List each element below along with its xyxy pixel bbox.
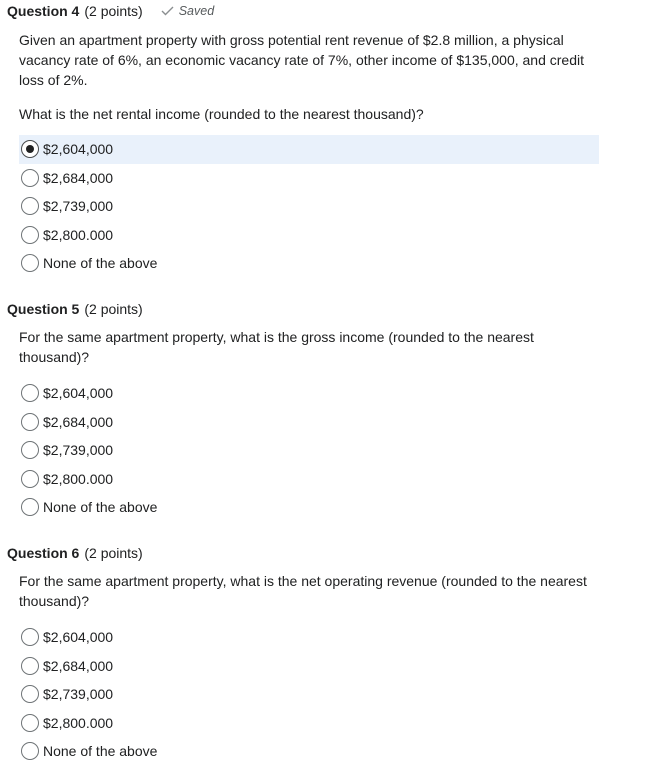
radio-button[interactable] [21, 226, 39, 244]
question-points: (2 points) [84, 545, 143, 561]
radio-button[interactable] [21, 742, 39, 760]
radio-button[interactable] [21, 254, 39, 272]
radio-button[interactable] [21, 197, 39, 215]
question-text-line: thousand)? [19, 593, 90, 609]
answer-options [19, 135, 599, 278]
question-text [19, 327, 599, 367]
answer-label: $2,684,000 [43, 413, 114, 430]
answer-label: $2,684,000 [43, 657, 114, 674]
answer-label: $2,604,000 [43, 629, 114, 646]
answer-options [19, 623, 599, 766]
answer-option[interactable] [19, 623, 599, 652]
answer-options [19, 379, 599, 522]
answer-option[interactable] [19, 493, 599, 522]
checkmark-icon [161, 6, 174, 16]
answer-label: $2,684,000 [43, 169, 114, 186]
answer-label: None of the above [43, 255, 158, 272]
answer-label: $2,739,000 [43, 198, 114, 215]
question-header [7, 299, 143, 319]
answer-option[interactable] [19, 164, 599, 193]
question-text-line: For the same apartment property, what is the net operating revenue (rounded to the nearest [19, 573, 587, 589]
answer-label: $2,739,000 [43, 442, 114, 459]
question-title: Question 6 [7, 545, 80, 561]
answer-label: $2,800.000 [43, 470, 114, 487]
answer-label: $2,739,000 [43, 686, 114, 703]
question-text-line: vacancy rate of 6%, an economic vacancy rate of 7%, other income of $135,000, and credit [19, 52, 584, 68]
question-title: Question 4 [7, 3, 80, 19]
answer-option[interactable] [19, 652, 599, 681]
answer-option[interactable] [19, 249, 599, 278]
answer-label: $2,604,000 [43, 385, 114, 402]
question-points: (2 points) [84, 3, 143, 19]
radio-button[interactable] [21, 714, 39, 732]
answer-label: $2,604,000 [43, 141, 114, 158]
question-text [19, 30, 599, 90]
radio-button[interactable] [21, 169, 39, 187]
radio-button[interactable] [21, 470, 39, 488]
question-text-line: Given an apartment property with gross potential rent revenue of $2.8 million, a physical [19, 32, 564, 48]
answer-label: $2,800.000 [43, 226, 114, 243]
question-text-line: thousand)? [19, 349, 90, 365]
answer-option[interactable] [19, 737, 599, 766]
answer-option[interactable] [19, 192, 599, 221]
answer-option[interactable] [19, 680, 599, 709]
saved-label: Saved [178, 4, 215, 18]
question-text-line: loss of 2%. [19, 72, 88, 88]
question-header [7, 1, 214, 21]
answer-label: None of the above [43, 743, 158, 760]
answer-option[interactable] [19, 709, 599, 738]
question-header [7, 543, 143, 563]
answer-option[interactable] [19, 436, 599, 465]
radio-button[interactable] [21, 140, 39, 158]
question-text-line: For the same apartment property, what is the gross income (rounded to the nearest [19, 329, 534, 345]
radio-button[interactable] [21, 384, 39, 402]
radio-button[interactable] [21, 413, 39, 431]
radio-button[interactable] [21, 441, 39, 459]
radio-button[interactable] [21, 628, 39, 646]
question-prompt: What is the net rental income (rounded to the nearest thousand)? [19, 106, 424, 122]
answer-option[interactable] [19, 221, 599, 250]
answer-option[interactable] [19, 408, 599, 437]
answer-option[interactable] [19, 379, 599, 408]
radio-button[interactable] [21, 498, 39, 516]
answer-label: $2,800.000 [43, 714, 114, 731]
radio-button[interactable] [21, 685, 39, 703]
radio-button[interactable] [21, 657, 39, 675]
answer-option[interactable] [19, 135, 599, 164]
question-points: (2 points) [84, 301, 143, 317]
answer-label: None of the above [43, 499, 158, 516]
saved-status [161, 4, 214, 18]
question-text [19, 571, 599, 611]
question-title: Question 5 [7, 301, 80, 317]
answer-option[interactable] [19, 465, 599, 494]
